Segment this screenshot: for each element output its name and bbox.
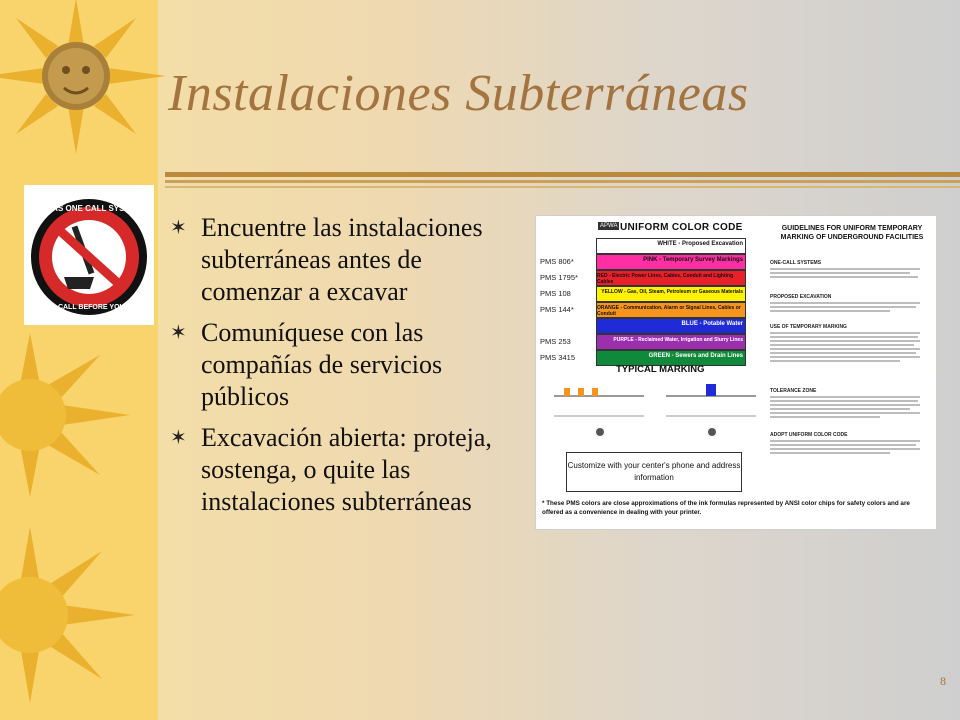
- pms-label: PMS 3415: [540, 353, 576, 362]
- swatch-orange: ORANGE - Communication, Alarm or Signal Lines, Cables or Conduit: [596, 302, 746, 318]
- guide-text-line: [770, 416, 880, 418]
- guide-text-line: [770, 412, 920, 414]
- swatch-white: WHITE - Proposed Excavation: [596, 238, 746, 254]
- typical-marking-title: TYPICAL MARKING: [616, 364, 705, 375]
- guide-text-line: [770, 332, 920, 334]
- decorative-sidebar: [0, 0, 158, 720]
- texas-one-call-logo: [24, 185, 154, 325]
- title-divider: [165, 168, 960, 196]
- marking-diagram-right: [656, 376, 766, 448]
- guide-text-line: [770, 408, 910, 410]
- guide-text-line: [770, 344, 914, 346]
- guide-text-line: [770, 276, 918, 278]
- guide-text-line: [770, 268, 920, 270]
- guide-heading: ADOPT UNIFORM COLOR CODE: [770, 432, 848, 438]
- pms-footnote: * These PMS colors are close approximations of the ink formulas represented by ANSI color chips for safety colors and are offered as a convenience in dealing with your printer.: [542, 500, 910, 516]
- sun-icon: [0, 520, 140, 720]
- guide-text-line: [770, 302, 920, 304]
- bullet-text: Comuníquese con las compañías de servicios públicos: [201, 318, 443, 411]
- page-number: 8: [940, 674, 946, 688]
- bullet-text: Excavación abierta: proteja, sostenga, o quite las instalaciones subterráneas: [201, 423, 492, 516]
- marking-diagram-left: [544, 376, 654, 448]
- pms-label: PMS 253: [540, 337, 571, 346]
- apwa-logo: APWA: [600, 223, 618, 229]
- guide-text-line: [770, 400, 918, 402]
- guide-text-line: [770, 310, 890, 312]
- star-marker-icon: ✶: [170, 427, 187, 449]
- slide-title: Instalaciones Subterráneas: [168, 65, 749, 122]
- bullet-item: [168, 317, 528, 413]
- swatch-yellow: YELLOW - Gas, Oil, Steam, Petroleum or Gaseous Materials: [596, 286, 746, 302]
- guide-text-line: [770, 348, 920, 350]
- svg-text:STOP-CALL BEFORE YOU DIG!: STOP-CALL BEFORE YOU DIG!: [36, 304, 142, 311]
- swatch-red: RED - Electric Power Lines, Cables, Conduit and Lighting Cables: [596, 270, 746, 286]
- guide-heading: PROPOSED EXCAVATION: [770, 294, 832, 300]
- sun-icon: [0, 330, 140, 500]
- pms-label: PMS 144*: [540, 305, 574, 314]
- bullet-item: [168, 212, 528, 308]
- guide-heading: USE OF TEMPORARY MARKING: [770, 324, 847, 330]
- guide-text-line: [770, 340, 920, 342]
- guide-text-line: [770, 440, 920, 442]
- pms-label: PMS 1795*: [540, 273, 578, 282]
- color-code-header: UNIFORM COLOR CODE: [620, 222, 743, 233]
- guide-text-line: [770, 396, 920, 398]
- guide-text-line: [770, 352, 916, 354]
- swatch-blue: BLUE - Potable Water: [596, 318, 746, 334]
- bullet-item: [168, 422, 528, 518]
- guide-text-line: [770, 356, 920, 358]
- bullet-text: Encuentre las instalaciones subterráneas antes de comenzar a excavar: [201, 213, 483, 306]
- swatch-pink: PINK - Temporary Survey Markings: [596, 254, 746, 270]
- guide-text-line: [770, 272, 910, 274]
- guide-text-line: [770, 336, 918, 338]
- swatch-green: GREEN - Sewers and Drain Lines: [596, 350, 746, 366]
- guide-text-line: [770, 306, 916, 308]
- guide-text-line: [770, 404, 920, 406]
- guide-text-line: [770, 448, 920, 450]
- uniform-color-code-image: [535, 215, 937, 530]
- bullet-list: [168, 212, 528, 527]
- customize-box: Customize with your center's phone and address information: [566, 452, 742, 492]
- guidelines-title: GUIDELINES FOR UNIFORM TEMPORARY MARKING OF UNDERGROUND FACILITIES: [780, 225, 924, 241]
- guide-text-line: [770, 360, 900, 362]
- star-marker-icon: ✶: [170, 217, 187, 239]
- pms-label: PMS 108: [540, 289, 571, 298]
- sun-icon: [0, 0, 178, 164]
- guide-heading: ONE-CALL SYSTEMS: [770, 260, 822, 266]
- svg-text:TEXAS ONE CALL SYSTEM: TEXAS ONE CALL SYSTEM: [36, 204, 142, 213]
- swatch-purple: PURPLE - Reclaimed Water, Irrigation and Slurry Lines: [596, 334, 746, 350]
- guide-heading: TOLERANCE ZONE: [770, 388, 817, 394]
- pms-label: PMS 806*: [540, 257, 574, 266]
- guide-text-line: [770, 444, 916, 446]
- star-marker-icon: ✶: [170, 322, 187, 344]
- guide-text-line: [770, 452, 890, 454]
